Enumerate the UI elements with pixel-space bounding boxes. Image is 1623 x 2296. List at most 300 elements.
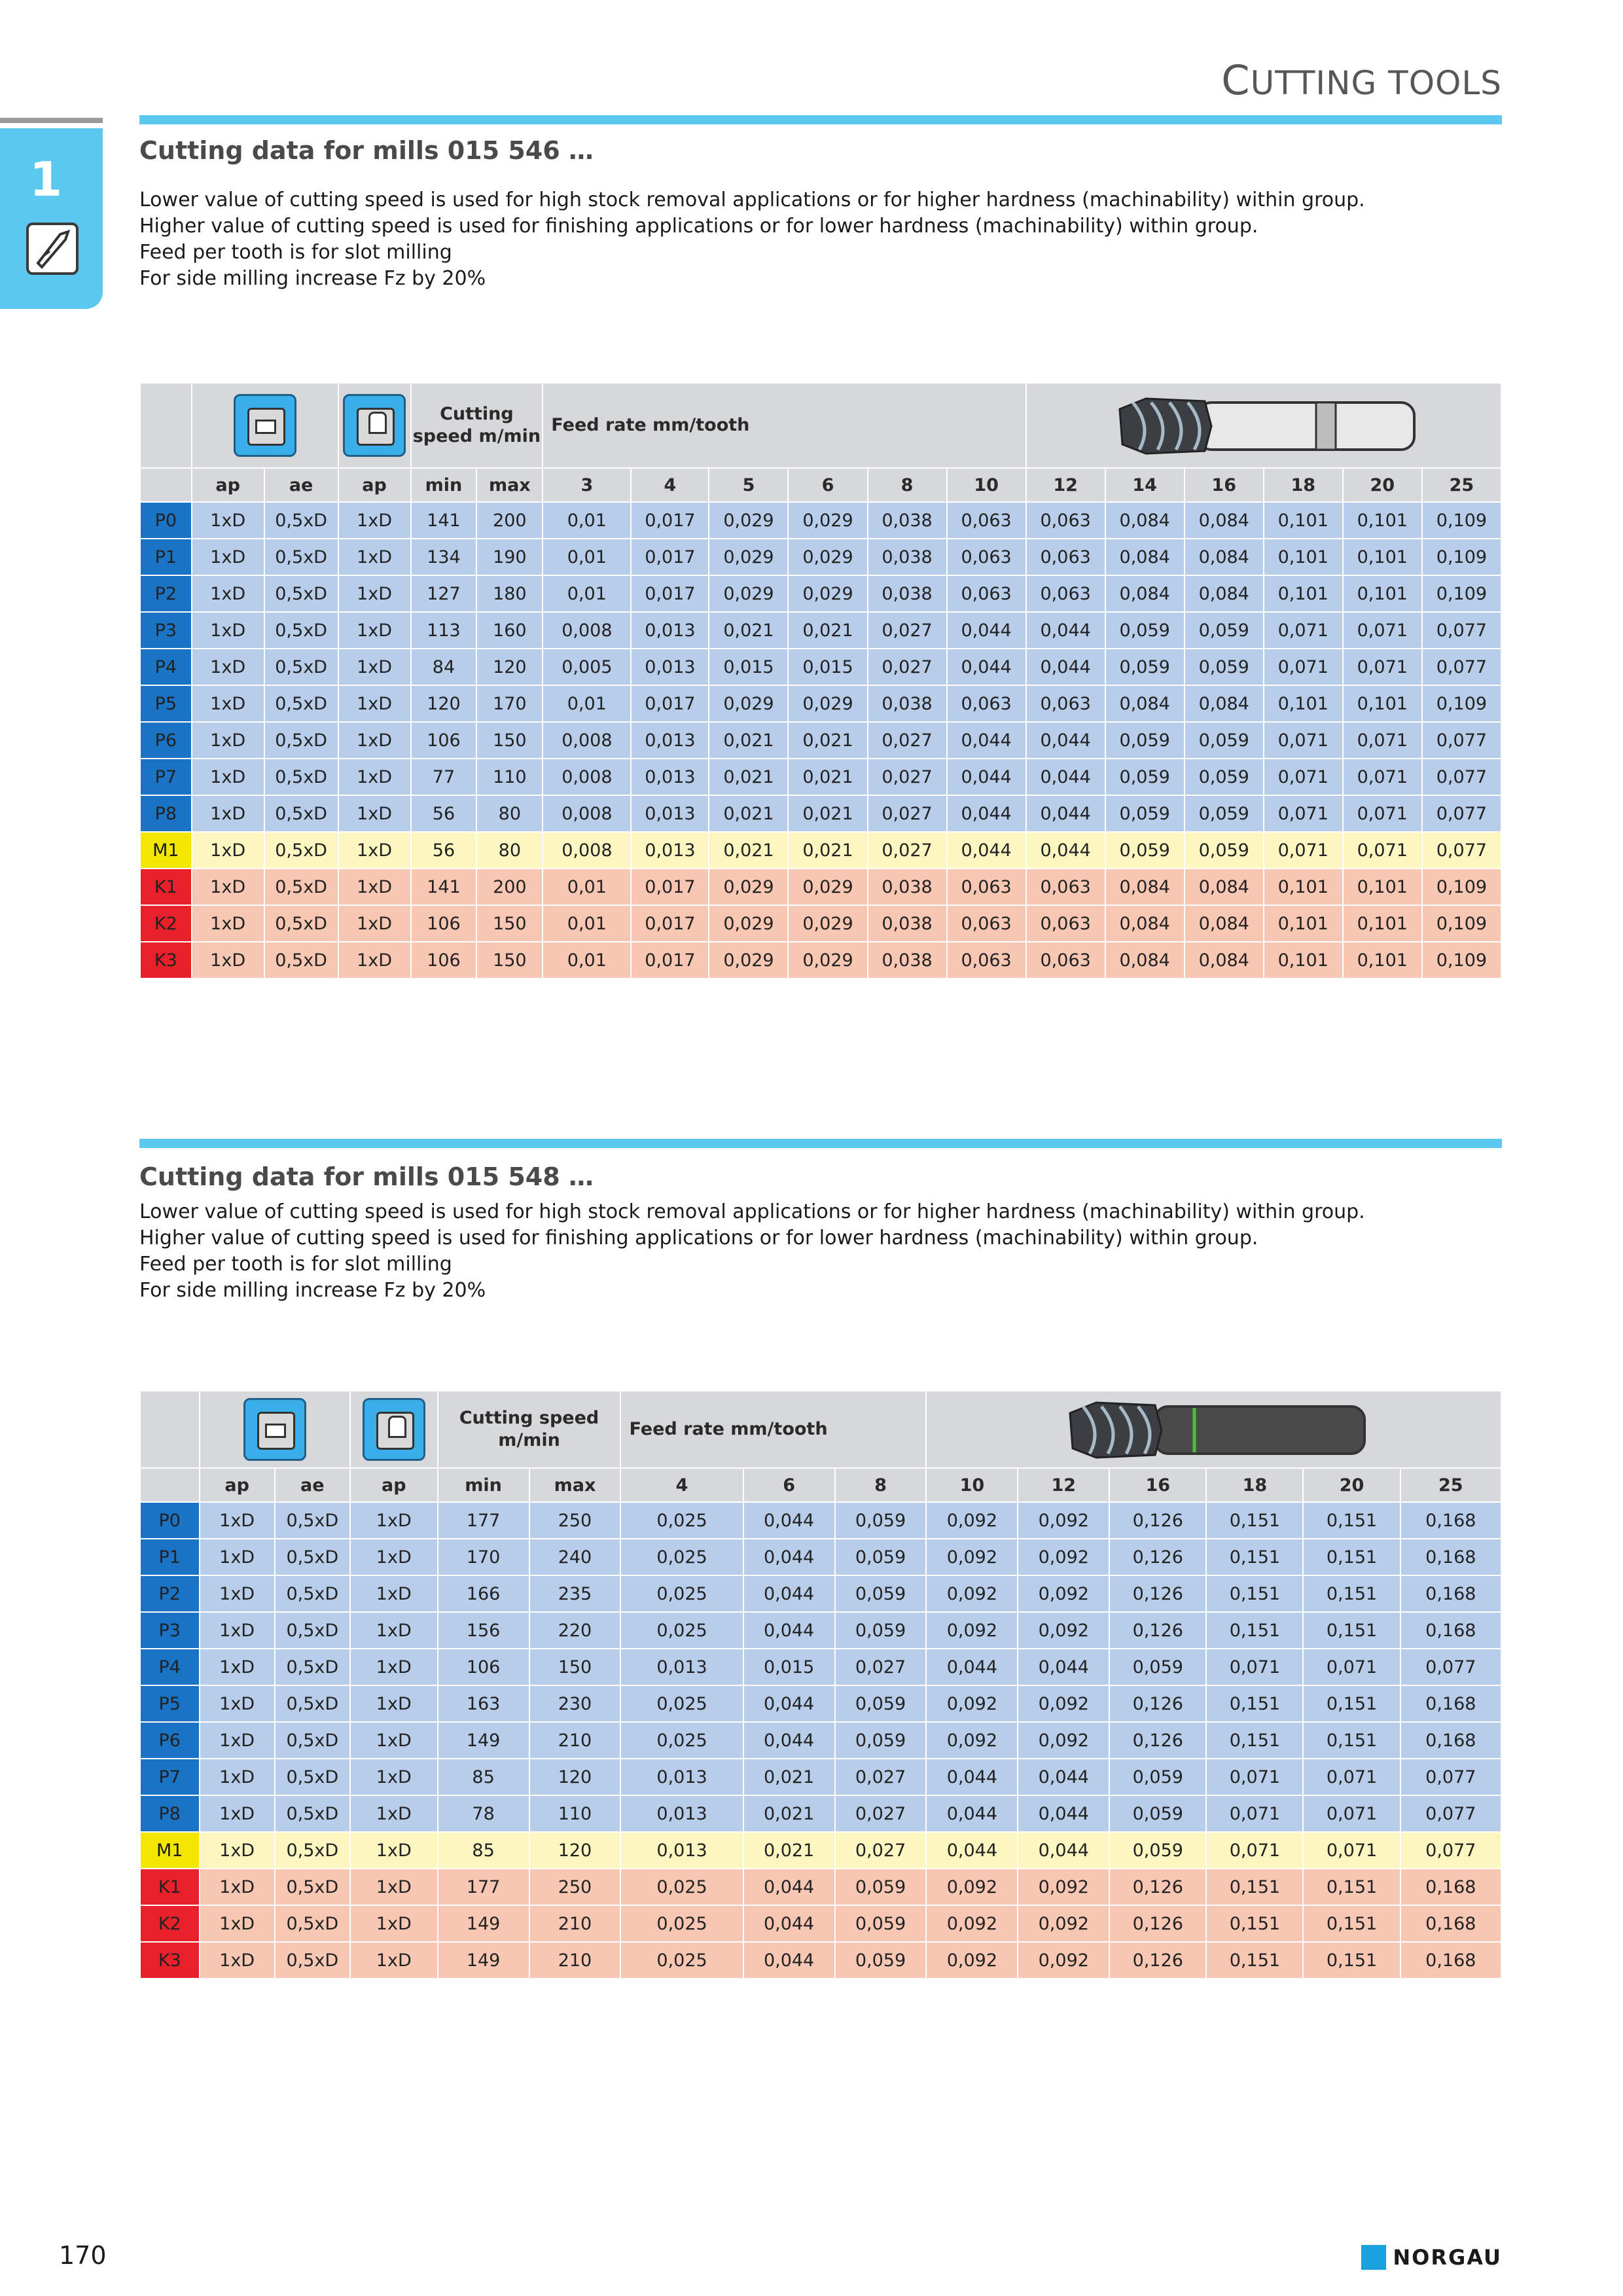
cut-shape — [265, 1424, 286, 1438]
feed-cell: 0,038 — [868, 539, 947, 575]
material-group-cell: P8 — [140, 795, 192, 832]
feed-cell: 0,109 — [1422, 575, 1501, 612]
material-group-cell: P0 — [140, 1502, 200, 1539]
feed-cell: 0,109 — [1422, 502, 1501, 539]
feed-cell: 0,059 — [1105, 832, 1185, 869]
feed-cell: 0,027 — [868, 722, 947, 759]
feed-cell: 0,071 — [1264, 832, 1343, 869]
feed-cell: 0,017 — [631, 575, 709, 612]
feed-cell: 0,077 — [1422, 795, 1501, 832]
feed-cell: 0,151 — [1303, 1869, 1400, 1905]
column-header: min — [411, 468, 477, 502]
brand-name: NORGAU — [1393, 2245, 1502, 2270]
feed-cell: 0,044 — [743, 1722, 835, 1759]
feed-cell: 0,126 — [1109, 1685, 1206, 1722]
param-cell-min: 85 — [438, 1832, 529, 1869]
feed-cell: 0,027 — [868, 795, 947, 832]
side-rule — [0, 118, 103, 123]
param-cell-ap2: 1xD — [350, 1869, 438, 1905]
header-blank-cell — [140, 1391, 200, 1468]
feed-cell: 0,059 — [835, 1942, 927, 1979]
feed-cell: 0,092 — [1018, 1905, 1109, 1942]
end-mill-icon — [26, 223, 79, 275]
section-notes-015546 — [139, 187, 1502, 292]
feed-cell: 0,029 — [788, 575, 867, 612]
feed-cell: 0,044 — [743, 1539, 835, 1575]
feed-cell: 0,151 — [1303, 1502, 1400, 1539]
param-cell-max: 210 — [529, 1905, 621, 1942]
param-cell-ae: 0,5xD — [264, 539, 338, 575]
material-group-cell: P8 — [140, 1795, 200, 1832]
subheader-blank-cell — [140, 468, 192, 502]
note-line: Higher value of cutting speed is used for finishing applications or for lower hardness (machinability) within group. — [139, 1227, 1258, 1249]
material-group-cell: P2 — [140, 1575, 200, 1612]
feed-cell: 0,071 — [1343, 612, 1422, 649]
feed-cell: 0,063 — [947, 905, 1026, 942]
feed-cell: 0,126 — [1109, 1612, 1206, 1649]
material-group-cell: M1 — [140, 832, 192, 869]
feed-cell: 0,092 — [926, 1905, 1018, 1942]
param-cell-ap2: 1xD — [350, 1942, 438, 1979]
feed-cell: 0,059 — [1185, 795, 1264, 832]
feed-cell: 0,101 — [1264, 575, 1343, 612]
chapter-tab — [0, 128, 103, 309]
material-group-cell: K2 — [140, 905, 192, 942]
feed-cell: 0,059 — [1185, 612, 1264, 649]
param-cell-ap1: 1xD — [192, 612, 264, 649]
feed-cell: 0,044 — [926, 1759, 1018, 1795]
table-row — [140, 905, 1501, 942]
feed-cell: 0,025 — [620, 1685, 743, 1722]
param-cell-ae: 0,5xD — [275, 1502, 350, 1539]
feed-cell: 0,092 — [1018, 1942, 1109, 1979]
diameter-header: 12 — [1018, 1468, 1109, 1502]
feed-cell: 0,027 — [835, 1759, 927, 1795]
table-row — [140, 722, 1501, 759]
feed-cell: 0,027 — [868, 612, 947, 649]
param-cell-min: 106 — [411, 942, 477, 978]
feed-cell: 0,059 — [835, 1905, 927, 1942]
feed-cell: 0,109 — [1422, 942, 1501, 978]
param-cell-min: 170 — [438, 1539, 529, 1575]
feed-cell: 0,092 — [926, 1502, 1018, 1539]
param-cell-ae: 0,5xD — [275, 1612, 350, 1649]
diameter-header: 12 — [1026, 468, 1105, 502]
material-group-cell: K3 — [140, 1942, 200, 1979]
param-cell-max: 230 — [529, 1685, 621, 1722]
feed-cell: 0,044 — [1018, 1759, 1109, 1795]
feed-cell: 0,063 — [1026, 685, 1105, 722]
param-cell-ap2: 1xD — [338, 612, 411, 649]
table-row — [140, 1759, 1501, 1795]
param-cell-min: 134 — [411, 539, 477, 575]
param-cell-ap1: 1xD — [200, 1575, 275, 1612]
param-cell-ae: 0,5xD — [275, 1905, 350, 1942]
param-cell-ap1: 1xD — [192, 905, 264, 942]
diameter-header: 10 — [947, 468, 1026, 502]
feed-cell: 0,038 — [868, 502, 947, 539]
table-row — [140, 1832, 1501, 1869]
feed-cell: 0,151 — [1206, 1942, 1303, 1979]
feed-cell: 0,092 — [1018, 1869, 1109, 1905]
cut-shape — [388, 1416, 406, 1438]
feed-cell: 0,021 — [788, 795, 867, 832]
feed-cell: 0,101 — [1264, 502, 1343, 539]
feed-cell: 0,025 — [620, 1942, 743, 1979]
section-rule — [139, 1139, 1502, 1148]
feed-cell: 0,017 — [631, 685, 709, 722]
param-cell-max: 220 — [529, 1612, 621, 1649]
slot-milling-icon — [234, 394, 296, 457]
diameter-header: 20 — [1303, 1468, 1400, 1502]
tool-image-cell — [1026, 383, 1501, 468]
feed-cell: 0,063 — [947, 539, 1026, 575]
feed-cell: 0,092 — [1018, 1539, 1109, 1575]
feed-cell: 0,029 — [709, 539, 788, 575]
param-cell-ap2: 1xD — [338, 942, 411, 978]
param-cell-ap1: 1xD — [192, 832, 264, 869]
feed-cell: 0,071 — [1303, 1759, 1400, 1795]
param-cell-ap1: 1xD — [192, 795, 264, 832]
feed-cell: 0,101 — [1343, 502, 1422, 539]
feed-cell: 0,151 — [1206, 1905, 1303, 1942]
table-row — [140, 649, 1501, 685]
param-cell-ap2: 1xD — [350, 1759, 438, 1795]
feed-cell: 0,126 — [1109, 1905, 1206, 1942]
param-cell-ap2: 1xD — [338, 539, 411, 575]
param-cell-min: 156 — [438, 1612, 529, 1649]
feed-cell: 0,071 — [1264, 795, 1343, 832]
param-cell-max: 110 — [476, 759, 543, 795]
feed-cell: 0,008 — [543, 832, 631, 869]
feed-cell: 0,084 — [1105, 869, 1185, 905]
feed-cell: 0,084 — [1185, 905, 1264, 942]
table-row — [140, 1539, 1501, 1575]
param-cell-max: 80 — [476, 832, 543, 869]
feed-cell: 0,071 — [1343, 722, 1422, 759]
param-cell-ae: 0,5xD — [264, 722, 338, 759]
tool-image-cell — [926, 1391, 1501, 1468]
feed-cell: 0,092 — [1018, 1685, 1109, 1722]
param-cell-ae: 0,5xD — [275, 1795, 350, 1832]
feed-cell: 0,021 — [709, 795, 788, 832]
param-cell-ae: 0,5xD — [264, 869, 338, 905]
feed-cell: 0,101 — [1343, 869, 1422, 905]
param-cell-ap2: 1xD — [350, 1685, 438, 1722]
feed-cell: 0,168 — [1400, 1539, 1501, 1575]
note-line: Lower value of cutting speed is used for high stock removal applications or for higher hardness (machinability) within group. — [139, 188, 1365, 211]
param-cell-max: 170 — [476, 685, 543, 722]
column-header: ap — [350, 1468, 438, 1502]
feed-cell: 0,063 — [947, 685, 1026, 722]
section-title-015548: Cutting data for mills 015 548 … — [139, 1162, 594, 1191]
feed-cell: 0,063 — [1026, 502, 1105, 539]
param-cell-min: 177 — [438, 1502, 529, 1539]
table-row — [140, 1869, 1501, 1905]
feed-cell: 0,008 — [543, 612, 631, 649]
material-group-cell: P4 — [140, 1649, 200, 1685]
feed-cell: 0,101 — [1264, 539, 1343, 575]
table-header-row — [140, 1391, 1501, 1468]
feed-cell: 0,027 — [868, 759, 947, 795]
feed-cell: 0,063 — [947, 575, 1026, 612]
feed-cell: 0,084 — [1105, 539, 1185, 575]
feed-cell: 0,101 — [1343, 575, 1422, 612]
param-cell-min: 149 — [438, 1942, 529, 1979]
note-line: For side milling increase Fz by 20% — [139, 1279, 486, 1302]
feed-cell: 0,151 — [1303, 1905, 1400, 1942]
param-cell-ae: 0,5xD — [264, 905, 338, 942]
column-header: min — [438, 1468, 529, 1502]
param-cell-ae: 0,5xD — [264, 832, 338, 869]
feed-cell: 0,059 — [835, 1539, 927, 1575]
chapter-number: 1 — [29, 152, 63, 207]
feed-cell: 0,101 — [1343, 942, 1422, 978]
param-cell-min: 56 — [411, 795, 477, 832]
feed-cell: 0,038 — [868, 905, 947, 942]
param-cell-ap1: 1xD — [200, 1795, 275, 1832]
param-cell-max: 250 — [529, 1502, 621, 1539]
feed-cell: 0,151 — [1206, 1685, 1303, 1722]
feed-cell: 0,044 — [947, 649, 1026, 685]
feed-cell: 0,021 — [743, 1832, 835, 1869]
param-cell-ap2: 1xD — [350, 1795, 438, 1832]
material-group-cell: P0 — [140, 502, 192, 539]
diameter-header: 16 — [1109, 1468, 1206, 1502]
feed-cell: 0,071 — [1264, 649, 1343, 685]
feed-cell: 0,084 — [1105, 942, 1185, 978]
table-row — [140, 869, 1501, 905]
diameter-header: 14 — [1105, 468, 1185, 502]
feed-cell: 0,092 — [926, 1869, 1018, 1905]
param-cell-max: 120 — [529, 1832, 621, 1869]
feed-cell: 0,126 — [1109, 1942, 1206, 1979]
feed-cell: 0,063 — [947, 502, 1026, 539]
feed-cell: 0,01 — [543, 502, 631, 539]
feed-cell: 0,084 — [1105, 575, 1185, 612]
param-cell-ap1: 1xD — [200, 1612, 275, 1649]
page-header-title: CUTTING TOOLS — [1221, 56, 1502, 104]
feed-cell: 0,059 — [1105, 649, 1185, 685]
feed-cell: 0,101 — [1264, 905, 1343, 942]
feed-cell: 0,071 — [1303, 1832, 1400, 1869]
section-title-015546: Cutting data for mills 015 546 … — [139, 136, 594, 165]
material-group-cell: K2 — [140, 1905, 200, 1942]
feed-cell: 0,092 — [926, 1575, 1018, 1612]
feed-cell: 0,029 — [788, 685, 867, 722]
feed-cell: 0,021 — [743, 1795, 835, 1832]
material-group-cell: P1 — [140, 1539, 200, 1575]
feed-cell: 0,029 — [788, 539, 867, 575]
feed-cell: 0,044 — [1026, 795, 1105, 832]
param-cell-ap1: 1xD — [192, 649, 264, 685]
feed-cell: 0,013 — [620, 1795, 743, 1832]
feed-cell: 0,044 — [1026, 612, 1105, 649]
feed-cell: 0,025 — [620, 1539, 743, 1575]
feed-cell: 0,077 — [1422, 832, 1501, 869]
param-cell-ap2: 1xD — [350, 1575, 438, 1612]
feed-cell: 0,077 — [1422, 722, 1501, 759]
feed-cell: 0,092 — [926, 1942, 1018, 1979]
feed-cell: 0,071 — [1303, 1649, 1400, 1685]
feed-cell: 0,151 — [1303, 1722, 1400, 1759]
param-cell-ap1: 1xD — [200, 1722, 275, 1759]
feed-cell: 0,071 — [1264, 759, 1343, 795]
brand-square-icon — [1361, 2245, 1386, 2270]
feed-cell: 0,126 — [1109, 1502, 1206, 1539]
material-group-cell: P5 — [140, 685, 192, 722]
table-row — [140, 1502, 1501, 1539]
feed-rate-header: Feed rate mm/tooth — [543, 383, 1026, 468]
diameter-header: 25 — [1422, 468, 1501, 502]
table-row — [140, 1905, 1501, 1942]
feed-cell: 0,044 — [1026, 722, 1105, 759]
cut-shape — [255, 420, 276, 434]
feed-cell: 0,071 — [1264, 612, 1343, 649]
feed-cell: 0,151 — [1206, 1612, 1303, 1649]
feed-cell: 0,044 — [947, 612, 1026, 649]
param-cell-ap1: 1xD — [192, 759, 264, 795]
param-cell-ap2: 1xD — [350, 1832, 438, 1869]
diameter-header: 20 — [1343, 468, 1422, 502]
feed-cell: 0,126 — [1109, 1539, 1206, 1575]
column-header: ae — [275, 1468, 350, 1502]
diameter-header: 6 — [743, 1468, 835, 1502]
param-cell-min: 149 — [438, 1905, 529, 1942]
feed-cell: 0,029 — [709, 869, 788, 905]
feed-cell: 0,044 — [743, 1502, 835, 1539]
feed-cell: 0,084 — [1185, 502, 1264, 539]
param-cell-max: 150 — [476, 905, 543, 942]
param-cell-ae: 0,5xD — [275, 1869, 350, 1905]
param-cell-ap1: 1xD — [192, 685, 264, 722]
feed-cell: 0,077 — [1422, 759, 1501, 795]
param-cell-ap1: 1xD — [200, 1685, 275, 1722]
param-cell-min: 85 — [438, 1759, 529, 1795]
param-cell-min: 84 — [411, 649, 477, 685]
feed-cell: 0,025 — [620, 1905, 743, 1942]
feed-cell: 0,071 — [1343, 759, 1422, 795]
param-cell-ap1: 1xD — [192, 539, 264, 575]
feed-cell: 0,044 — [1026, 649, 1105, 685]
param-cell-ap2: 1xD — [350, 1905, 438, 1942]
feed-cell: 0,038 — [868, 685, 947, 722]
note-line: For side milling increase Fz by 20% — [139, 267, 486, 290]
feed-cell: 0,044 — [947, 722, 1026, 759]
feed-cell: 0,101 — [1343, 539, 1422, 575]
feed-cell: 0,059 — [835, 1612, 927, 1649]
diameter-header: 8 — [868, 468, 947, 502]
side-milling-header — [350, 1391, 438, 1468]
param-cell-ap2: 1xD — [338, 869, 411, 905]
material-group-cell: P4 — [140, 649, 192, 685]
feed-cell: 0,071 — [1206, 1649, 1303, 1685]
table-row — [140, 1612, 1501, 1649]
feed-cell: 0,01 — [543, 539, 631, 575]
feed-cell: 0,126 — [1109, 1869, 1206, 1905]
feed-cell: 0,168 — [1400, 1869, 1501, 1905]
material-group-cell: P6 — [140, 722, 192, 759]
diameter-header: 6 — [788, 468, 867, 502]
feed-cell: 0,126 — [1109, 1575, 1206, 1612]
feed-cell: 0,059 — [1185, 832, 1264, 869]
feed-cell: 0,044 — [1018, 1795, 1109, 1832]
param-cell-min: 177 — [438, 1869, 529, 1905]
feed-cell: 0,044 — [743, 1575, 835, 1612]
feed-cell: 0,109 — [1422, 869, 1501, 905]
feed-cell: 0,092 — [1018, 1612, 1109, 1649]
end-mill-tool-image — [1057, 1393, 1371, 1465]
feed-cell: 0,084 — [1185, 575, 1264, 612]
param-cell-ae: 0,5xD — [264, 612, 338, 649]
feed-cell: 0,029 — [788, 869, 867, 905]
feed-cell: 0,077 — [1400, 1832, 1501, 1869]
feed-cell: 0,168 — [1400, 1575, 1501, 1612]
feed-cell: 0,084 — [1105, 685, 1185, 722]
material-group-cell: P2 — [140, 575, 192, 612]
table-row — [140, 795, 1501, 832]
feed-cell: 0,151 — [1303, 1575, 1400, 1612]
feed-cell: 0,059 — [835, 1869, 927, 1905]
feed-cell: 0,029 — [709, 685, 788, 722]
feed-cell: 0,013 — [631, 832, 709, 869]
feed-cell: 0,038 — [868, 869, 947, 905]
table-row — [140, 539, 1501, 575]
param-cell-max: 210 — [529, 1722, 621, 1759]
slot-milling-icon — [243, 1398, 306, 1461]
feed-cell: 0,168 — [1400, 1722, 1501, 1759]
param-cell-max: 150 — [529, 1649, 621, 1685]
feed-cell: 0,017 — [631, 942, 709, 978]
param-cell-max: 200 — [476, 869, 543, 905]
feed-cell: 0,044 — [743, 1612, 835, 1649]
feed-cell: 0,008 — [543, 722, 631, 759]
column-header: ap — [338, 468, 411, 502]
material-group-cell: P7 — [140, 759, 192, 795]
feed-cell: 0,109 — [1422, 685, 1501, 722]
feed-cell: 0,021 — [709, 759, 788, 795]
param-cell-ap2: 1xD — [338, 722, 411, 759]
feed-cell: 0,027 — [835, 1795, 927, 1832]
param-cell-ap2: 1xD — [350, 1539, 438, 1575]
feed-cell: 0,015 — [709, 649, 788, 685]
param-cell-ap1: 1xD — [192, 575, 264, 612]
feed-cell: 0,029 — [788, 942, 867, 978]
param-cell-min: 149 — [438, 1722, 529, 1759]
feed-cell: 0,013 — [631, 722, 709, 759]
feed-cell: 0,044 — [743, 1869, 835, 1905]
feed-cell: 0,044 — [743, 1942, 835, 1979]
param-cell-ap1: 1xD — [200, 1539, 275, 1575]
feed-cell: 0,168 — [1400, 1942, 1501, 1979]
feed-cell: 0,059 — [1185, 649, 1264, 685]
table-row — [140, 942, 1501, 978]
feed-cell: 0,017 — [631, 502, 709, 539]
feed-cell: 0,025 — [620, 1502, 743, 1539]
feed-cell: 0,063 — [947, 942, 1026, 978]
param-cell-min: 141 — [411, 502, 477, 539]
feed-cell: 0,101 — [1264, 869, 1343, 905]
param-cell-max: 180 — [476, 575, 543, 612]
param-cell-min: 106 — [411, 722, 477, 759]
feed-cell: 0,077 — [1400, 1795, 1501, 1832]
feed-cell: 0,084 — [1185, 869, 1264, 905]
diameter-header: 4 — [631, 468, 709, 502]
table-row — [140, 1942, 1501, 1979]
feed-cell: 0,063 — [1026, 539, 1105, 575]
feed-cell: 0,005 — [543, 649, 631, 685]
material-group-cell: P3 — [140, 1612, 200, 1649]
